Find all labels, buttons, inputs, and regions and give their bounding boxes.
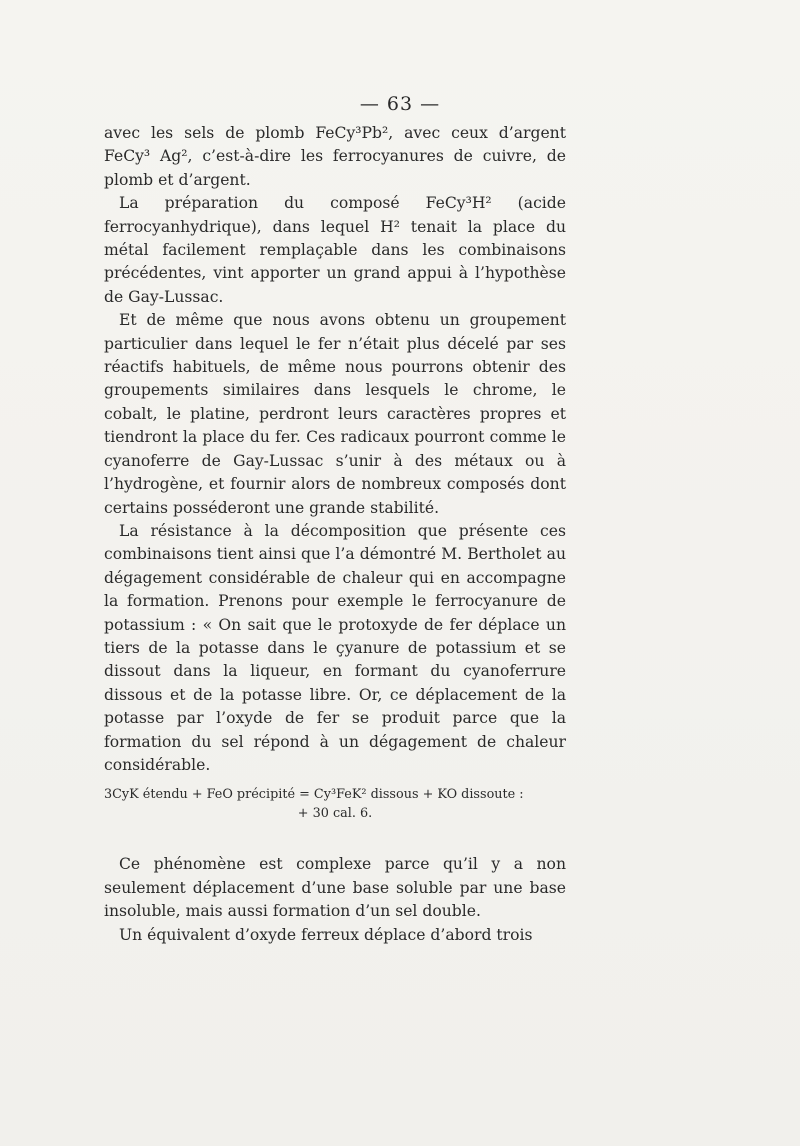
paragraph: Et de même que nous avons obtenu un groupement particulier dans lequel le fer n’était plus décelé par ses réactifs habituels, de même nous pourrons obtenir des groupements similaires dans lesquels le chrome, le cobalt, le platine, perdront leurs caractères propres et tiendront la place du fer. Ces radicaux pourront comme le cyanoferre de Gay-Lussac s’unir à des métaux ou à l’hydrogène, et fournir alors de nombreux composés dont certains posséderont une grande stabilité.: [104, 311, 566, 517]
page-number: — 63 —: [359, 93, 441, 115]
equation-line: 3CyK étendu + FeO précipité = Cy³FeK² dissous + KO dissoute :: [104, 787, 524, 803]
paragraph: La préparation du composé FeCy³H² (acide ferrocyanhydrique), dans lequel H² tenait la place du métal facilement remplaçable dans les combinaisons précédentes, vint apporter un grand appui à l’hypothèse de Gay-Lussac.: [104, 194, 566, 306]
body-text: [104, 122, 566, 947]
paragraph: Un équivalent d’oxyde ferreux déplace d’abord trois: [119, 925, 533, 944]
paragraph: avec les sels de plomb FeCy³Pb², avec ceux d’argent FeCy³ Ag², c’est-à-dire les ferrocyanures de cuivre, de plomb et d’argent.: [104, 124, 566, 189]
paragraph: Ce phénomène est complexe parce qu’il y a non seulement déplacement d’une base soluble par une base insoluble, mais aussi formation d’un sel double.: [104, 855, 566, 921]
equation-line: + 30 cal. 6.: [297, 806, 373, 822]
chemical-equation: [104, 785, 566, 823]
paragraph: La résistance à la décomposition que présente ces combinaisons tient ainsi que l’a démontré M. Bertholet au dégagement considérable de chaleur qui en accompagne la formation. Prenons pour exemple le ferrocyanure de potassium : « On sait que le protoxyde de fer déplace un tiers de la potasse dans le çyanure de potassium et se dissout dans la liqueur, en formant du cyanoferrure dissous et de la potasse libre. Or, ce déplacement de la potasse par l’oxyde de fer se produit parce que la formation du sel répond à un dégagement de chaleur considérable.: [104, 521, 566, 774]
